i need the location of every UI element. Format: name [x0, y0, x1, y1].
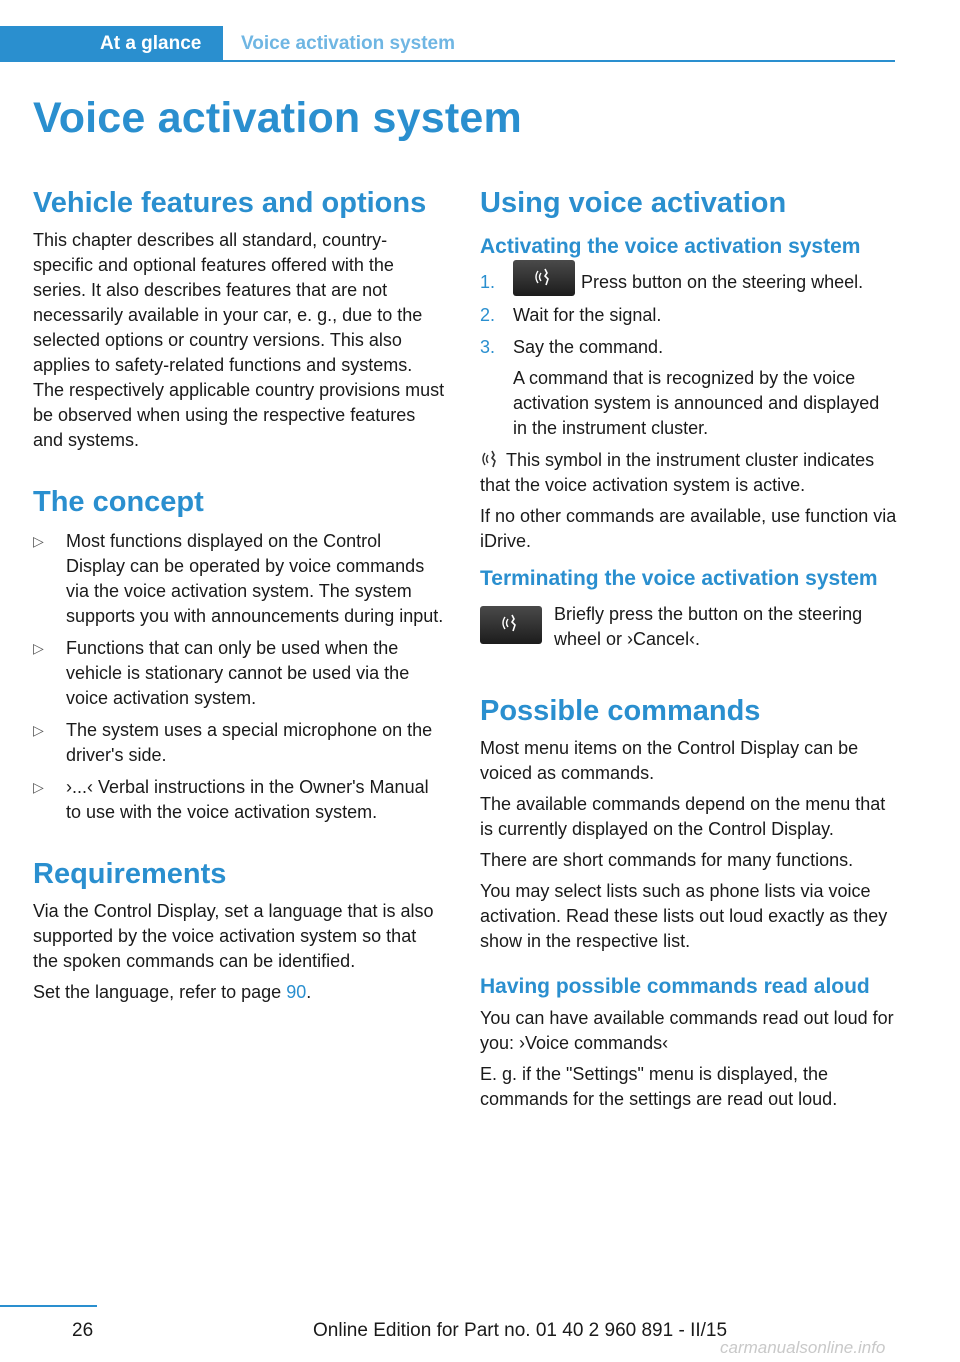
readaloud-paragraph: E. g. if the "Settings" menu is displayed, the commands for the settings are read out loud. [480, 1064, 838, 1110]
header-chapter-tab[interactable]: Voice activation system [241, 33, 456, 54]
list-item: ▷ Most functions displayed on the Control Display can be operated by voice commands via the voice activation system. The system supports you with announcements during input. [33, 531, 444, 626]
triangle-right-icon: ▷ [33, 533, 44, 549]
terminating-heading: Terminating the voice activation system [480, 567, 878, 591]
activation-steps [480, 270, 898, 441]
voice-icon [502, 613, 522, 633]
using-heading: Using voice activation [480, 187, 787, 219]
list-item: ▷ The system uses a special microphone on the driver's side. [33, 720, 433, 765]
features-heading: Vehicle features and options [33, 187, 427, 219]
list-item: ▷ ›...‹ Verbal instructions in the Owner's Manual to use with the voice activation system. [33, 777, 429, 822]
possible-paragraph: You may select lists such as phone lists via voice activation. Read these lists out loud exactly as they show in the respective list. [480, 881, 888, 952]
running-header [0, 26, 895, 62]
voice-button-icon [513, 260, 575, 296]
possible-paragraph: Most menu items on the Control Display can be voiced as commands. [480, 738, 859, 784]
possible-paragraph: The available commands depend on the menu that is currently displayed on the Control Display. [480, 794, 886, 840]
voice-active-icon [480, 449, 500, 469]
possible-paragraph: There are short commands for many functions. [480, 850, 854, 871]
edition-text: Online Edition for Part no. 01 40 2 960 891 - II/15 [313, 1320, 728, 1341]
symbol-text: This symbol in the instrument cluster indicates that the voice activation system is active. [480, 450, 875, 496]
header-rule [0, 60, 895, 62]
concept-list [33, 529, 445, 825]
readaloud-paragraph: You can have available commands read out loud for you: ›Voice commands‹ [480, 1008, 894, 1054]
voice-button-icon [480, 606, 542, 644]
set-language-text: Set the language, refer to page 90. [33, 982, 312, 1002]
step-number: 3. [480, 337, 496, 358]
left-column [33, 184, 445, 1005]
triangle-right-icon: ▷ [33, 722, 44, 738]
concept-heading: The concept [33, 486, 204, 518]
no-commands-text: If no other commands are available, use function via iDrive. [480, 506, 897, 552]
terminating-block [480, 602, 898, 662]
right-column [480, 184, 898, 1112]
features-text: This chapter describes all standard, country-specific and optional features offered with the series. It also describes features that are not necessarily available in your car, e. g., due to the selected options or country versions. This also applies to safety-related functions and systems. The respectively applicable country provisions must be observed when using the respective features and systems. [33, 230, 445, 450]
list-item: 2. Wait for the signal. [480, 303, 898, 328]
page-title: Voice activation system [33, 94, 522, 142]
footer-rule [0, 1305, 97, 1307]
header-section-tab[interactable]: At a glance [0, 26, 223, 62]
readaloud-heading: Having possible commands read aloud [480, 975, 870, 999]
step-number: 1. [480, 272, 496, 292]
list-item: 3. Say the command. A command that is recognized by the voice activation system is announced and displayed in the instrument cluster. [480, 335, 898, 441]
triangle-right-icon: ▷ [33, 640, 44, 656]
step-number: 2. [480, 305, 496, 326]
activating-heading: Activating the voice activation system [480, 235, 861, 258]
triangle-right-icon: ▷ [33, 779, 44, 795]
requirements-heading: Requirements [33, 858, 227, 890]
step-detail: A command that is recognized by the voice activation system is announced and displayed in the instrument cluster. [513, 368, 880, 439]
requirements-text: Via the Control Display, set a language that is also supported by the voice activation system so that the spoken commands can be identified. [33, 901, 434, 971]
terminating-text: Briefly press the button on the steering wheel or ›Cancel‹. [554, 604, 863, 650]
page-number: 26 [72, 1320, 94, 1341]
list-item: ▷ Functions that can only be used when the vehicle is stationary cannot be used via the voice activation system. [33, 638, 410, 708]
page-reference-link[interactable]: 90 [286, 982, 307, 1002]
list-item: 1. Press button on the steering wheel. [480, 270, 898, 296]
possible-heading: Possible commands [480, 695, 761, 728]
voice-icon [535, 267, 555, 287]
watermark: carmanualsonline.info [720, 1338, 886, 1357]
